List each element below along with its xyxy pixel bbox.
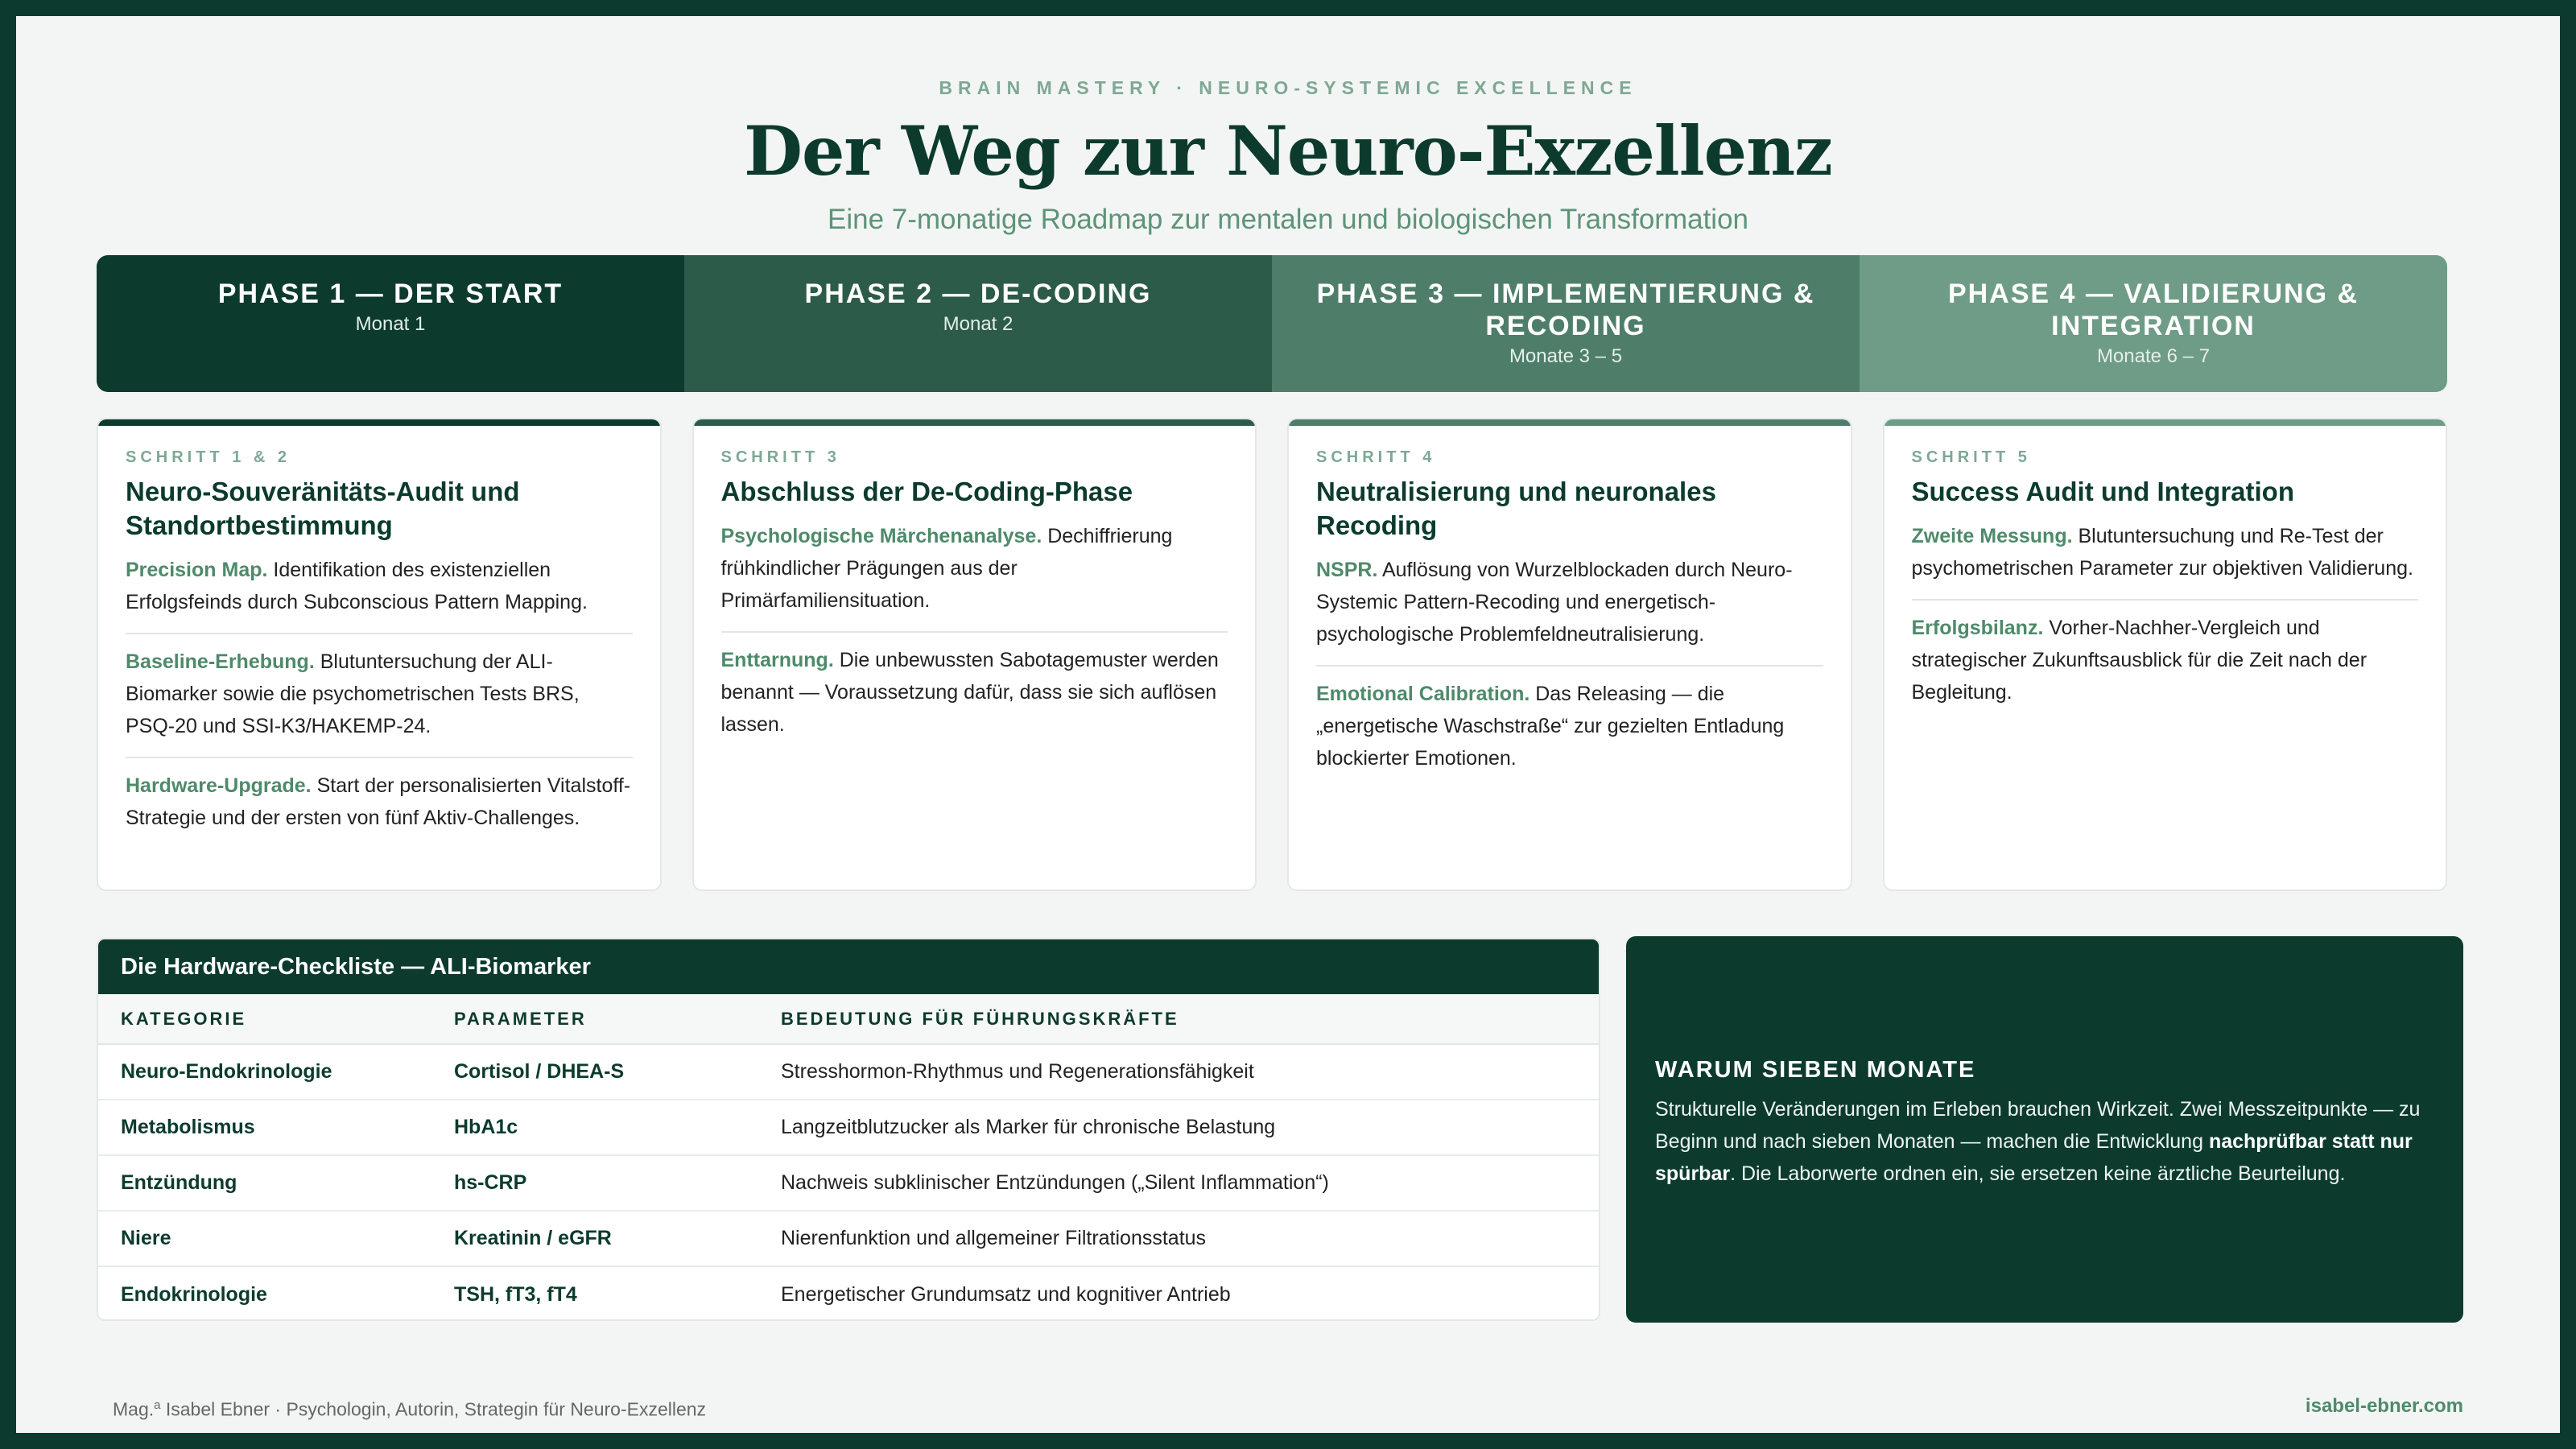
biomarker-checklist	[97, 938, 1600, 1321]
cell-category: Neuro-Endokrinologie	[98, 1044, 454, 1100]
phase-duration: Monat 2	[943, 313, 1013, 335]
author-line: Isabel Ebner · Psychologin, Autorin, Strategin für Neuro-Exzellenz	[160, 1398, 707, 1420]
step-card-2	[692, 418, 1257, 891]
column-header-parameter: PARAMETER	[454, 994, 781, 1044]
step-item-head: Precision Map.	[126, 559, 268, 581]
step-card-3	[1287, 418, 1852, 891]
cell-category: Entzündung	[98, 1155, 454, 1211]
step-title: Success Audit und Integration	[1911, 477, 2294, 506]
step-label: SCHRITT 1 & 2	[126, 448, 291, 466]
step-title: Abschluss der De-Coding-Phase	[720, 477, 1133, 506]
phase-name: PHASE 3 — IMPLEMENTIERUNG & RECODING	[1316, 279, 1815, 341]
cell-meaning: Langzeitblutzucker als Marker für chronische Belastung	[781, 1100, 1599, 1155]
phase-bar	[97, 255, 2447, 392]
cell-category: Niere	[98, 1211, 454, 1266]
why-seven-months-box	[1626, 936, 2463, 1323]
step-item-text: Dechiffrierung frühkindlicher Prägungen aus der Primärfamiliensituation.	[720, 525, 1173, 612]
phase-3	[1272, 255, 1860, 392]
cell-parameter: Cortisol / DHEA-S	[454, 1044, 781, 1100]
step-item	[721, 633, 1228, 755]
step-cards	[97, 418, 2447, 891]
step-item	[1316, 543, 1823, 667]
step-item-text: Identifikation des existenziellen Erfolgsfeinds durch Subconscious Pattern Mapping.	[126, 559, 588, 613]
cell-meaning: Energetischer Grundumsatz und kognitiver Antrieb	[781, 1282, 1231, 1306]
biomarker-table	[98, 994, 1599, 1321]
cell-parameter: TSH, fT3, fT4	[454, 1282, 577, 1306]
step-item-head: Baseline-Erhebung.	[126, 650, 315, 673]
column-header-meaning: BEDEUTUNG FÜR FÜHRUNGSKRÄFTE	[781, 994, 1599, 1044]
phase-name: PHASE 4 — VALIDIERUNG & INTEGRATION	[1947, 279, 2359, 341]
why-text	[1655, 1093, 2434, 1190]
step-item-head: Enttarnung.	[720, 649, 834, 671]
step-item-text: Auflösung von Wurzelblockaden durch Neuro-Systemic Pattern-Recoding und energetisch-psychologische Problemfeldneutralisierung.	[1316, 559, 1793, 646]
step-item-text: Blutuntersuchung der ALI-Biomarker sowie die psychometrischen Tests BRS, PSQ-20 und SSI-K3/HAKEMP-24.	[126, 650, 580, 737]
step-item	[721, 509, 1228, 633]
step-item	[126, 543, 633, 634]
step-item-head: Hardware-Upgrade.	[126, 774, 312, 797]
eyebrow: BRAIN MASTERY · NEURO-SYSTEMIC EXCELLENCE	[939, 77, 1637, 98]
step-item	[126, 758, 633, 848]
why-title: WARUM SIEBEN MONATE	[1655, 1057, 1976, 1083]
step-item-head: Emotional Calibration.	[1316, 683, 1530, 705]
step-label: SCHRITT 3	[720, 448, 840, 466]
phase-duration: Monate 3 – 5	[1509, 345, 1623, 367]
table-header-row	[98, 994, 1599, 1044]
phase-name: PHASE 1 — DER START	[217, 279, 564, 309]
table-row	[98, 1211, 1599, 1266]
cell-meaning: Nierenfunktion und allgemeiner Filtrationsstatus	[781, 1211, 1599, 1266]
step-card-1	[97, 418, 662, 891]
step-item-text: Das Releasing — die „energetische Waschstraße“ zur gezielten Entladung blockierter Emotionen.	[1316, 683, 1785, 770]
step-item-head: NSPR.	[1316, 559, 1378, 581]
checklist-title: Die Hardware-Checkliste — ALI-Biomarker	[98, 939, 1599, 994]
author-title-sup: a	[154, 1398, 161, 1412]
step-title: Neuro-Souveränitäts-Audit und Standortbestimmung	[126, 477, 520, 540]
step-item-text: Vorher-Nachher-Vergleich und strategischer Zukunftsausblick für die Zeit nach der Begleitung.	[1911, 617, 2368, 704]
step-item-head: Psychologische Märchenanalyse.	[720, 525, 1042, 547]
phase-duration: Monat 1	[355, 313, 426, 335]
step-item-text: Start der personalisierten Vitalstoff-Strategie und der ersten von fünf Aktiv-Challenges.	[126, 774, 631, 829]
phase-4	[1860, 255, 2447, 392]
footer-author	[113, 1398, 706, 1421]
table-row	[98, 1044, 1599, 1100]
cell-parameter: Kreatinin / eGFR	[454, 1211, 781, 1266]
cell-meaning: Nachweis subklinischer Entzündungen („Silent Inflammation“)	[781, 1155, 1599, 1211]
page-title: Der Weg zur Neuro-Exzellenz	[744, 111, 1832, 191]
step-item	[1316, 667, 1823, 789]
cell-parameter: hs-CRP	[454, 1155, 781, 1211]
phase-name: PHASE 2 — DE-CODING	[804, 279, 1152, 309]
phase-duration: Monate 6 – 7	[2096, 345, 2211, 367]
table-row	[98, 1100, 1599, 1155]
step-item-text: Die unbewussten Sabotagemuster werden benannt — Voraussetzung dafür, dass sie sich auflösen lassen.	[720, 649, 1219, 736]
step-card-4	[1883, 418, 2448, 891]
phase-1	[97, 255, 684, 392]
why-text-part: Strukturelle Veränderungen im Erleben brauchen Wirkzeit. Zwei Messzeitpunkte — zu Beginn und nach sieben Monaten — machen die Entwicklung	[1655, 1098, 2421, 1153]
step-item-text: Blutuntersuchung und Re-Test der psychometrischen Parameter zur objektiven Validierung.	[1911, 525, 2413, 580]
step-label: SCHRITT 4	[1316, 448, 1436, 466]
step-label: SCHRITT 5	[1911, 448, 2031, 466]
cell-meaning: Stresshormon-Rhythmus und Regenerationsfähigkeit	[781, 1044, 1599, 1100]
step-item	[1912, 601, 2419, 723]
table-row	[98, 1155, 1599, 1211]
step-title: Neutralisierung und neuronales Recoding	[1316, 477, 1716, 540]
page-subtitle: Eine 7-monatige Roadmap zur mentalen und biologischen Transformation	[828, 204, 1748, 235]
cell-parameter: HbA1c	[454, 1100, 781, 1155]
table-row	[98, 1266, 1599, 1321]
cell-category: Metabolismus	[98, 1100, 454, 1155]
phase-2	[684, 255, 1272, 392]
step-item-head: Erfolgsbilanz.	[1911, 617, 2044, 639]
why-text-emphasis: nachprüfbar statt nur spürbar	[1655, 1130, 2413, 1185]
author-title: Mag.	[113, 1398, 155, 1420]
footer-website: isabel-ebner.com	[2305, 1395, 2463, 1417]
step-item-head: Zweite Messung.	[1911, 525, 2073, 547]
why-text-part: . Die Laborwerte ordnen ein, sie ersetzen keine ärztliche Beurteilung.	[1730, 1162, 2346, 1185]
cell-category: Endokrinologie	[121, 1282, 267, 1306]
step-item	[126, 634, 633, 758]
step-item	[1912, 509, 2419, 601]
column-header-category: KATEGORIE	[98, 994, 454, 1044]
